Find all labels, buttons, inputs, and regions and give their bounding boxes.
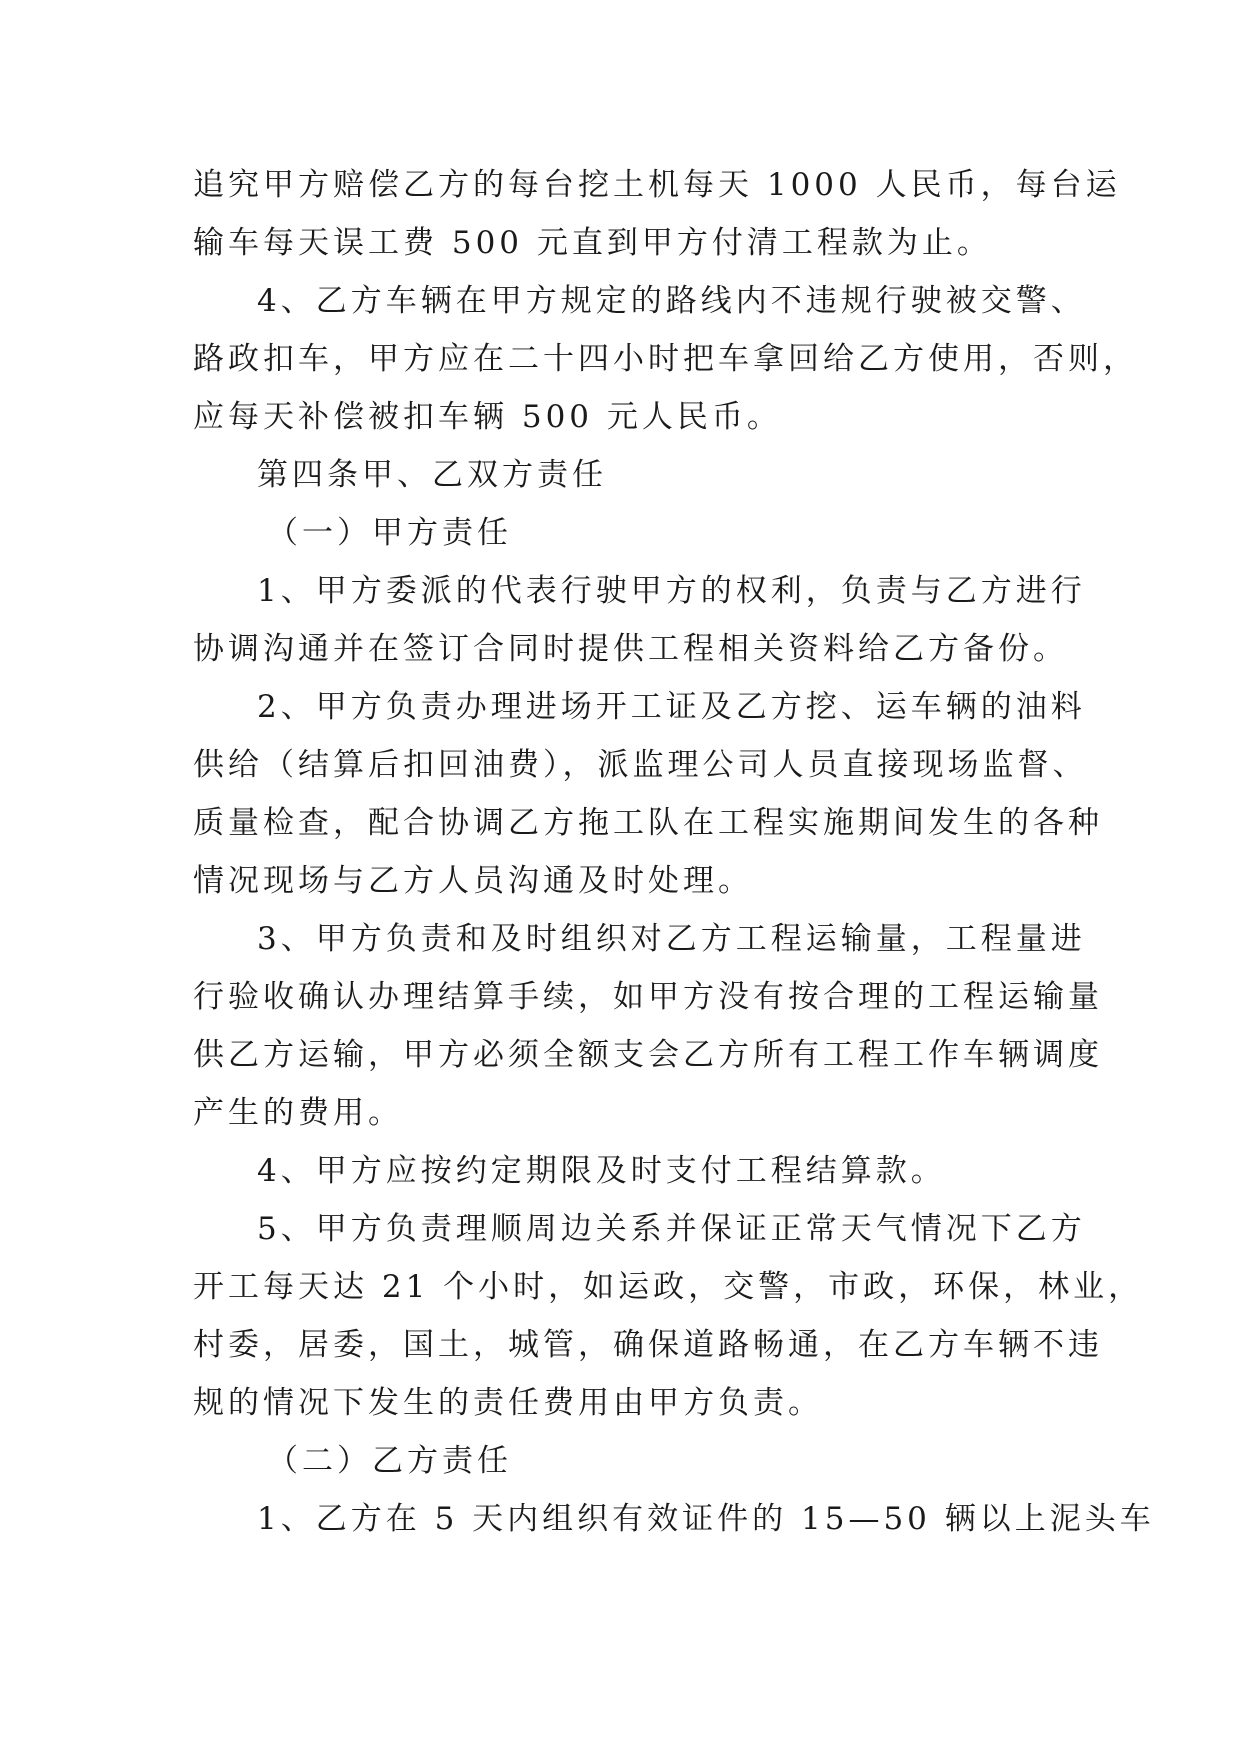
text-line: 情况现场与乙方人员沟通及时处理。 <box>193 863 753 899</box>
text-line: 产生的费用。 <box>193 1095 403 1131</box>
text-line: 输车每天误工费 500 元直到甲方付清工程款为止。 <box>193 225 992 261</box>
text-line: 村委，居委，国土，城管，确保道路畅通，在乙方车辆不违 <box>193 1327 1103 1363</box>
document-page <box>193 0 1155 1754</box>
party-a-item-2-line-1: 2、甲方负责办理进场开工证及乙方挖、运车辆的油料 <box>257 689 1086 725</box>
party-a-item-4: 4、甲方应按约定期限及时支付工程结算款。 <box>257 1153 946 1189</box>
paragraph-4-line-1: 4、乙方车辆在甲方规定的路线内不违规行驶被交警、 <box>257 283 1086 319</box>
text-line: 开工每天达 21 个小时，如运政，交警，市政，环保，林业， <box>193 1269 1144 1305</box>
text-line: 质量检查，配合协调乙方拖工队在工程实施期间发生的各种 <box>193 805 1103 841</box>
subheading-party-a: （一）甲方责任 <box>267 515 512 551</box>
text-line: 协调沟通并在签订合同时提供工程相关资料给乙方备份。 <box>193 631 1068 667</box>
party-b-item-1-line-1: 1、乙方在 5 天内组织有效证件的 15—50 辆以上泥头车 <box>257 1501 1155 1537</box>
text-line: 行验收确认办理结算手续，如甲方没有按合理的工程运输量 <box>193 979 1103 1015</box>
text-line: 应每天补偿被扣车辆 500 元人民币。 <box>193 399 782 435</box>
section-heading-article-4: 第四条甲、乙双方责任 <box>257 457 607 493</box>
party-a-item-1-line-1: 1、甲方委派的代表行驶甲方的权利，负责与乙方进行 <box>257 573 1086 609</box>
text-line: 路政扣车，甲方应在二十四小时把车拿回给乙方使用，否则， <box>193 341 1138 377</box>
text-line: 供乙方运输，甲方必须全额支会乙方所有工程工作车辆调度 <box>193 1037 1103 1073</box>
text-line: 规的情况下发生的责任费用由甲方负责。 <box>193 1385 823 1421</box>
party-a-item-3-line-1: 3、甲方负责和及时组织对乙方工程运输量，工程量进 <box>257 921 1086 957</box>
text-line: 追究甲方赔偿乙方的每台挖土机每天 1000 人民币，每台运 <box>193 167 1121 203</box>
subheading-party-b: （二）乙方责任 <box>267 1443 512 1479</box>
text-line: 供给（结算后扣回油费），派监理公司人员直接现场监督、 <box>193 747 1088 783</box>
party-a-item-5-line-1: 5、甲方负责理顺周边关系并保证正常天气情况下乙方 <box>257 1211 1086 1247</box>
